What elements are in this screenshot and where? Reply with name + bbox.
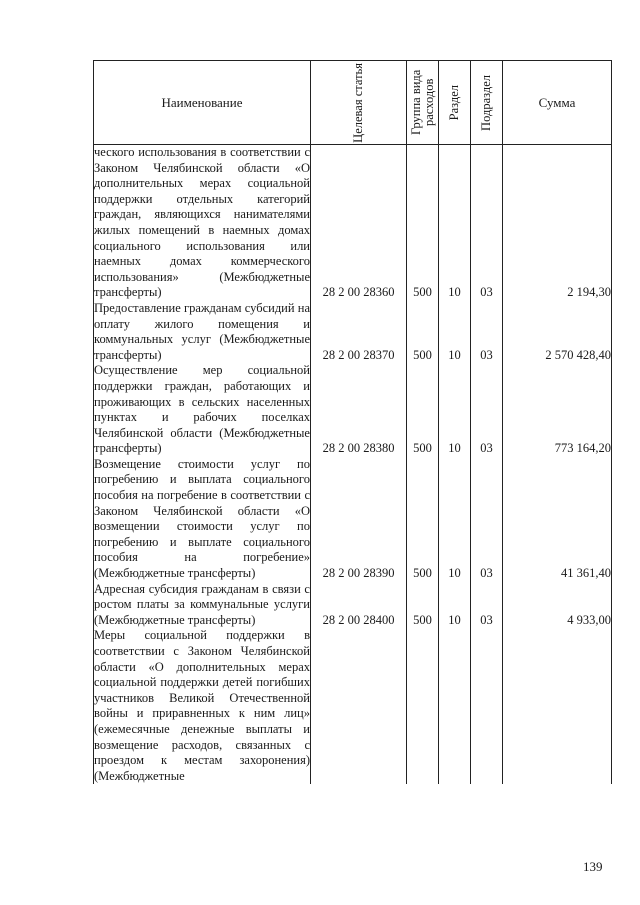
header-name: Наименование xyxy=(94,61,311,145)
table-row xyxy=(94,301,612,363)
header-target-article: Целевая статья xyxy=(311,61,407,145)
row-subsection xyxy=(471,628,503,784)
row-sum: 4 933,00 xyxy=(503,582,612,629)
row-group: 500 xyxy=(407,145,439,301)
row-section: 10 xyxy=(439,363,471,457)
table-row xyxy=(94,363,612,457)
row-subsection: 03 xyxy=(471,301,503,363)
row-name: Адресная субсидия гражданам в связи с ростом платы за коммунальные услуги (Межбюджетные трансферты) xyxy=(94,581,310,627)
table-row xyxy=(94,457,612,582)
table-header-row xyxy=(94,61,612,145)
row-name: Осуществление мер социальной поддержки граждан, работающих и проживающих в сельских населенных пунктах и рабочих поселках Челябинской области (Межбюджетные трансферты) xyxy=(94,363,310,456)
row-group: 500 xyxy=(407,582,439,629)
row-name: ческого использования в соответствии с Законом Челябинской области «О дополнительных мерах социальной поддержки отдельных категорий граждан, являющихся нанимателями жилых помещений в наемных домах социального использования или наемных домах коммерческого использования» (Межбюджетные трансферты) xyxy=(94,145,310,300)
row-name: Предоставление гражданам субсидий на оплату жилого помещения и коммунальных услуг (Межбюджетные трансферты) xyxy=(94,300,310,362)
row-sum: 773 164,20 xyxy=(503,363,612,457)
row-group: 500 xyxy=(407,301,439,363)
row-name: Возмещение стоимости услуг по погребению и выплата социального пособия на погребение в соответствии с Законом Челябинской области «О возмещении стоимости услуг по погребению и выплате социального пособия на погребение» (Межбюджетные трансферты) xyxy=(94,456,310,581)
row-target: 28 2 00 28380 xyxy=(311,363,407,457)
row-target: 28 2 00 28360 xyxy=(311,145,407,301)
row-sum: 2 570 428,40 xyxy=(503,301,612,363)
row-section xyxy=(439,628,471,784)
row-subsection: 03 xyxy=(471,582,503,629)
page-number: 139 xyxy=(583,859,603,874)
table-row xyxy=(94,582,612,629)
row-section: 10 xyxy=(439,301,471,363)
row-name: Меры социальной поддержки в соответствии с Законом Челябинской области «О дополнительных мерах социальной поддержки детей погибших участников Великой Отечественной войны и приравненных к ним лиц» (ежемесячные денежные выплаты и возмещение расходов, связанных с проездом к местам захоронения) (Межбюджетные xyxy=(94,628,310,783)
row-sum: 2 194,30 xyxy=(503,145,612,301)
header-sum: Сумма xyxy=(503,61,612,145)
row-section: 10 xyxy=(439,145,471,301)
header-subsection: Подраздел xyxy=(471,61,503,145)
table-row xyxy=(94,628,612,784)
row-sum: 41 361,40 xyxy=(503,457,612,582)
table-row xyxy=(94,145,612,301)
header-section: Раздел xyxy=(439,61,471,145)
row-subsection: 03 xyxy=(471,363,503,457)
budget-table xyxy=(93,60,612,784)
row-subsection: 03 xyxy=(471,457,503,582)
row-sum xyxy=(503,628,612,784)
row-group: 500 xyxy=(407,363,439,457)
row-subsection: 03 xyxy=(471,145,503,301)
row-target: 28 2 00 28370 xyxy=(311,301,407,363)
row-target xyxy=(311,628,407,784)
row-group xyxy=(407,628,439,784)
header-expense-group: Группа вида расходов xyxy=(407,61,439,145)
row-target: 28 2 00 28390 xyxy=(311,457,407,582)
row-target: 28 2 00 28400 xyxy=(311,582,407,629)
row-section: 10 xyxy=(439,582,471,629)
row-group: 500 xyxy=(407,457,439,582)
row-section: 10 xyxy=(439,457,471,582)
